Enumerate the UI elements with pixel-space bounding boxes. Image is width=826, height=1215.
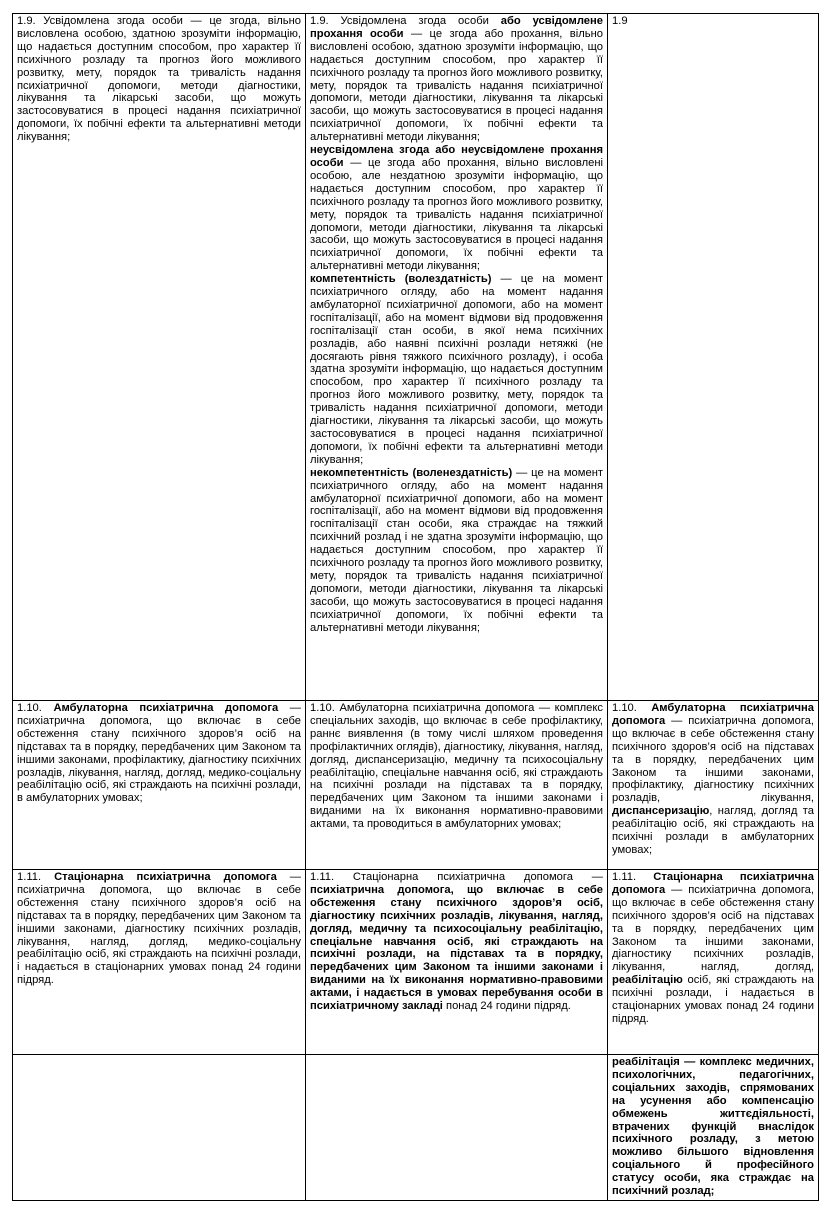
cell-alternative-draft [608, 14, 819, 701]
bold-text-segment: Стаціонарна психіатрична допомога [54, 871, 277, 883]
text-segment: 1.10. [17, 702, 54, 714]
text-segment: 1.10. [612, 702, 652, 714]
cell-current-law [13, 870, 306, 1055]
bold-text-segment: диспансеризацію [612, 805, 710, 818]
bold-text-segment: Амбулаторна психіатрична допомога [612, 702, 814, 727]
text-segment: 1.11. Стаціонарна психіатрична допомога — [310, 871, 603, 883]
cell-current-law [13, 1055, 306, 1201]
text-segment: — це на момент психіатричного огляду, або на момент надання амбулаторної психіатричної допомоги, або на момент госпіталізації, або на момент відмови від продовження госпіталізації стан особи, яка страждає на тяжкий психічний розлад і не здатна зрозуміти інформацію, що надається доступним способом, про характер її психічного розладу та прогноз його можливого розвитку, мету, порядок та тривалість надання психіатричної допомоги, методи діагностики, лікування та лікарські засоби, що можуть застосовуватися в процесі надання психіатричної допомоги, їх побічні ефекти та альтернативні методи лікування; [310, 466, 603, 634]
bold-text-segment: реабілітацію [612, 974, 683, 987]
table-row-1-10 [13, 701, 819, 870]
text-segment: — психіатрична допомога, що включає в себе обстеження стану психічного здоров’я осіб на підставах та в порядку, передбачених цим Законом та іншими законами, профілактику, діагностику психічних розладів, лікування, нагляд, догляд, медико-соціальну реабілітацію осіб, які страждають на психічні розлади, в амбулаторних умовах; [17, 702, 301, 805]
cell-current-law [13, 701, 306, 870]
bold-text-segment: Амбулаторна психіатрична допомога [53, 702, 279, 714]
text-segment: 1.11. [612, 871, 654, 883]
text-segment: 1.9. Усвідомлена згода особи — це згода, вільно висловлена особою, здатною зрозуміти інформацію, що надається доступним способом, про характер її психічного розладу та прогноз його можливого розвитку, мету, порядок та тривалість надання психіатричної допомоги, методи діагностики, лікування та лікарські засоби, що можуть застосовуватися в процесі надання психіатричної допомоги, їх побічні ефекти та альтернативні методи лікування; [17, 15, 301, 144]
cell-proposed-draft [306, 14, 608, 701]
bold-text-segment: компетентність (волездатність) [310, 273, 492, 286]
bold-text-segment: неусвідомлена згода або неусвідомлене прохання особи [310, 144, 603, 169]
bold-text-segment: реабілітація — комплекс медичних, психологічних, педагогічних, соціальних заходів, спрямованих на усунення або компенсацію обмежень життєдіяльності, втрачених функцій внаслідок психічного розладу, з метою можливо більшого відновлення соціального й професійного статусу особи, яка страждає на психічний розлад; [612, 1056, 814, 1198]
bold-text-segment: некомпетентність (воленездатність) [310, 466, 513, 479]
text-segment: 1.9 [612, 15, 628, 27]
text-segment: 1.9. Усвідомлена згода особи [310, 15, 501, 27]
cell-current-law [13, 14, 306, 701]
text-segment: — психіатрична допомога, що включає в себе обстеження стану психічного здоров’я осіб на підставах та в порядку, передбачених цим Законом та іншими законами, діагностику психічних розладів, лікування, нагляд, догляд, [612, 883, 814, 974]
text-segment: 1.11. [17, 871, 55, 883]
table-row-rehabilitation [13, 1055, 819, 1201]
cell-proposed-draft [306, 870, 608, 1055]
text-segment: осіб, які страждають на психічні розлади, і надається в стаціонарних умовах понад 24 години підряд. [612, 974, 814, 1025]
cell-proposed-draft [306, 701, 608, 870]
text-segment: 1.10. Амбулаторна психіатрична допомога — комплекс спеціальних заходів, що включає в себе профілактику, раннє виявлення (в тому числі шляхом проведення профілактичних оглядів), діагностику, лікування, нагляд, догляд, диспансеризацію, медичну та психосоціальну реабілітацію, спеціальне навчання осіб, які страждають на психічні розлади на підставах та в порядку, передбачених цим Законом та іншими законами і виданими на їх виконання нормативно-правовими актами, та проводиться в амбулаторних умовах; [310, 702, 603, 831]
text-segment: — це згода або прохання, вільно висловлені особою, але нездатною зрозуміти інформацію, що надається доступним способом, про характер її психічного розладу та прогноз його можливого розвитку, мету, порядок та тривалість надання психіатричної допомоги, методи діагностики, лікування та лікарські засоби, що можуть застосовуватися в процесі надання психіатричної допомоги, їх побічні ефекти та альтернативні методи лікування; [310, 156, 603, 273]
cell-alternative-draft [608, 1055, 819, 1201]
text-segment: , нагляд, догляд та реабілітацію осіб, які страждають на психічні розлади в амбулаторних умовах; [612, 805, 814, 856]
cell-alternative-draft [608, 870, 819, 1055]
table-row-1-11 [13, 870, 819, 1055]
text-segment: — це на момент психіатричного огляду, або на момент надання амбулаторної психіатричної допомоги, або на момент госпіталізації, або на момент відмови від продовження госпіталізації стан особи, в якої нема психічних розладів, або наявні психічні розлади нетяжкі (не досягають рівня тяжкого психічного розладу), і особа здатна зрозуміти інформацію, що надається доступним способом, про характер її психічного розладу та прогноз його можливого розвитку, мету, порядок та тривалість надання психіатричної допомоги, методи діагностики, лікування та лікарські засоби, що можуть застосовуватися в процесі надання психіатричної допомоги, їх побічні ефекти та альтернативні методи лікування; [310, 273, 603, 466]
cell-proposed-draft [306, 1055, 608, 1201]
bold-text-segment: Стаціонарна психіатрична допомога [612, 871, 814, 896]
text-segment: понад 24 години підряд. [442, 1000, 571, 1013]
table-row-1-9 [13, 14, 819, 701]
bold-text-segment: або усвідомлене прохання особи [310, 15, 603, 40]
text-segment: — психіатрична допомога, що включає в себе обстеження стану психічного здоров’я осіб на підставах та в порядку, передбачених цим Законом та іншими законами, профілактику, діагностику психічних розладів, лікування, [612, 714, 814, 805]
bold-text-segment: психіатрична допомога, що включає в себе обстеження стану психічного здоров’я осіб, діагностику психічних розладів, лікування, нагляд, догляд, медичну та психосоціальну реабілітацію, спеціальне навчання осіб, які страждають на психічні розлади, на підставах та в порядку, передбачених цим Законом та іншими законами і виданими на їх виконання нормативно-правовими актами, і надається в умовах перебування особи в психіатричному закладі [310, 883, 603, 1013]
cell-alternative-draft [608, 701, 819, 870]
text-segment: — це згода або прохання, вільно висловлені особою, здатною зрозуміти інформацію, що надається доступним способом, про характер її психічного розладу та прогноз його можливого розвитку, мету, порядок та тривалість надання психіатричної допомоги, методи діагностики, лікування та лікарські засоби, що можуть застосовуватися в процесі надання психіатричної допомоги, їх побічні ефекти та альтернативні методи лікування; [310, 27, 603, 144]
comparison-table [12, 13, 819, 1201]
text-segment: — психіатрична допомога, що включає в себе обстеження стану психічного здоров’я осіб на підставах та в порядку, передбачених цим Законом та іншими законами, діагностику психічних розладів, лікування, нагляд, догляд, медико-соціальну реабілітацію осіб, які страждають на психічні розлади, і надається в стаціонарних умовах понад 24 години підряд. [17, 871, 301, 987]
